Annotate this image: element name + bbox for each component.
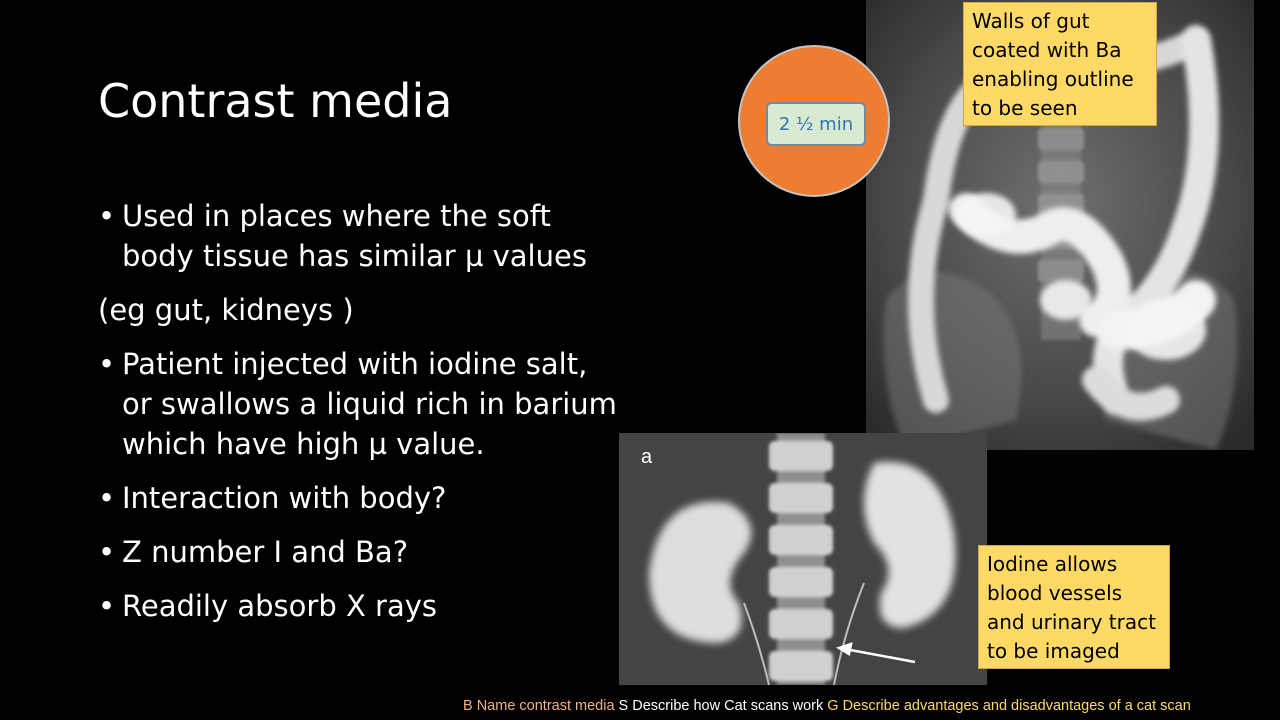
- objective-gold: G Describe advantages and disadvantages of a cat scan: [827, 698, 1191, 714]
- objective-bronze: B Name contrast media: [463, 698, 615, 714]
- kidney-annotation-note: Iodine allows blood vessels and urinary tract to be imaged: [978, 545, 1170, 669]
- bullet-item: • Patient injected with iodine salt, or swallows a liquid rich in barium which have high µ value.: [98, 344, 618, 464]
- bullet-item: • Interaction with body?: [98, 478, 618, 518]
- objective-silver: S Describe how Cat scans work: [618, 698, 824, 714]
- bullet-item: • Z number I and Ba?: [98, 532, 618, 572]
- timer-label: 2 ½ min: [766, 102, 866, 146]
- bullet-item: • Readily absorb X rays: [98, 586, 618, 626]
- slide-body: [98, 196, 618, 640]
- iodine-kidney-xray-image: [619, 433, 987, 685]
- slide-title: Contrast media: [98, 74, 453, 128]
- gut-annotation-note: Walls of gut coated with Ba enabling outline to be seen: [963, 2, 1157, 126]
- body-line: (eg gut, kidneys ): [98, 293, 354, 327]
- learning-objectives-footer: [463, 696, 1275, 718]
- bullet-item: • Used in places where the soft body tissue has similar µ values: [98, 196, 618, 276]
- kidney-image-label: a: [641, 446, 653, 468]
